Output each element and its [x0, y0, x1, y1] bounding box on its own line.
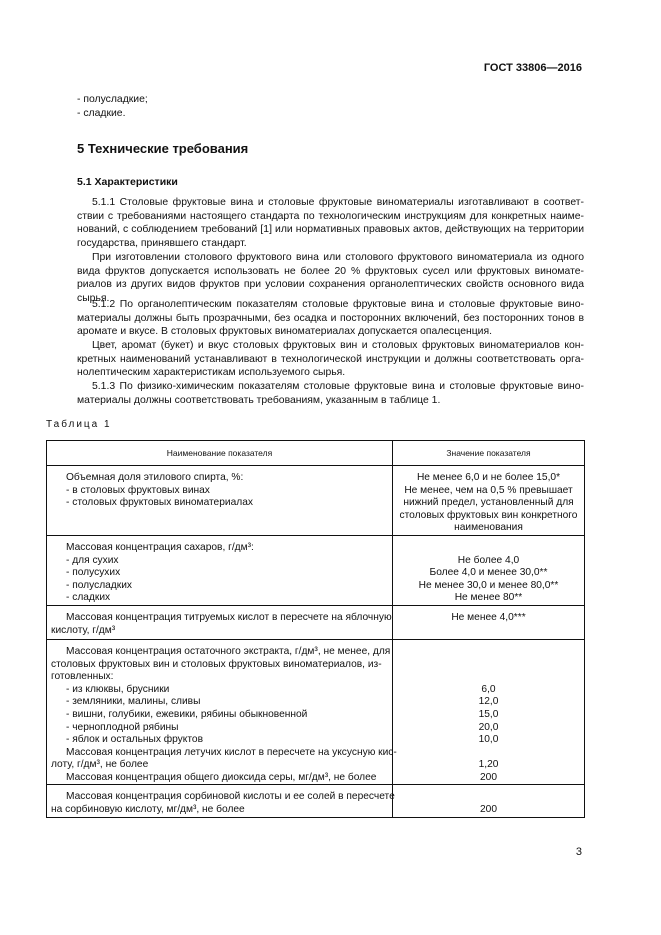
table-caption: Таблица 1 [46, 419, 112, 430]
cell-line: - черноплодной рябины [66, 721, 179, 733]
standard-number: ГОСТ 33806—2016 [483, 62, 582, 74]
text-line: сырья. [77, 292, 110, 304]
cell-line [395, 791, 582, 804]
cell-line: наименования [454, 522, 523, 534]
page-number: 3 [575, 846, 582, 858]
text-line: вида фруктов допускается использовать не более 20 % фруктовых сусел или фруктовых виномате- [77, 265, 584, 277]
table-1 [46, 440, 585, 818]
cell-line: 20,0 [478, 721, 499, 733]
cell-line: столовых фруктовых вин и столовых фруктовых виноматериалов, из- [51, 658, 382, 670]
text-line: кретных наименований устанавливают в технологической инструкции и должны соответствовать орга- [77, 353, 584, 365]
indicator-value-cell [393, 785, 585, 817]
indicator-name-cell [47, 639, 397, 785]
text-line: нований, с соблюдением требований [1] или нормативных правовых актов, действующих на территории [77, 224, 584, 236]
cell-line: Массовая концентрация летучих кислот в пересчете на уксусную кис- [66, 746, 397, 758]
cell-line: столовых фруктовых вин конкретного [399, 509, 578, 521]
cell-line: 200 [480, 771, 497, 783]
cell-line: - полусладких [66, 579, 132, 591]
column-header-name: Наименование показателя [47, 441, 393, 466]
cell-line: 10,0 [478, 734, 499, 746]
table-row [47, 605, 585, 639]
cell-line: Не менее 4,0*** [451, 611, 526, 623]
cell-line [395, 646, 582, 659]
text-line: материалы должны быть прозрачными, без осадка и посторонних включений, без посторонних тонов в [77, 312, 584, 324]
indicator-name-cell [47, 605, 393, 639]
text-line: 5.1.3 По физико-химическим показателям столовые фруктовые вина и столовые фруктовые вино- [92, 381, 584, 392]
cell-line: готовленных: [51, 671, 114, 683]
cell-line: 6,0 [481, 683, 496, 695]
column-header-value: Значение показателя [393, 441, 585, 466]
cell-line: - земляники, малины, сливы [66, 696, 201, 708]
text-line: 5.1.2 По органолептическим показателям столовые фруктовые вина и столовые фруктовые вино- [92, 299, 584, 310]
cell-line [395, 542, 582, 555]
text-line: 5.1.1 Столовые фруктовые вина и столовые фруктовые виноматериалы изготавливают в соответ- [92, 197, 584, 208]
text-line: ствии с требованиями настоящего стандарта по технологическим инструкциям для конкретных наиме- [77, 210, 584, 222]
text-line: государства, принявшего стандарт. [77, 237, 247, 249]
cell-line: - из клюквы, брусники [66, 683, 170, 695]
paragraph-5-1-1 [77, 196, 584, 250]
subsection-title: 5.1 Характеристики [77, 176, 178, 188]
text-line: аромате и вкусе. В столовых фруктовых виноматериалах допускается опалесценция. [77, 326, 492, 338]
cell-line: - в столовых фруктовых винах [66, 484, 210, 496]
cell-line: 12,0 [478, 696, 499, 708]
cell-line: - для сухих [66, 554, 119, 566]
text-line: нолептическим характеристикам используемого сырья. [77, 367, 346, 379]
indicator-value-cell [393, 639, 585, 785]
cell-line: на сорбиновую кислоту, мг/дм³, не более [51, 804, 245, 816]
cell-line: Не менее 80** [454, 592, 523, 604]
indicator-name-cell [47, 535, 393, 605]
cell-line: Объемная доля этилового спирта, %: [66, 472, 244, 483]
paragraph-5-1-2-b [77, 339, 584, 380]
cell-line [395, 671, 582, 684]
indicator-value-cell [393, 535, 585, 605]
cell-line: Не более 4,0 [457, 554, 520, 566]
cell-line: кислоту, г/дм³ [51, 624, 116, 636]
indicator-name-cell [47, 466, 393, 536]
cell-line: 15,0 [478, 708, 499, 720]
cell-line: нижний предел, установленный для [403, 497, 574, 509]
text-line: Цвет, аромат (букет) и вкус столовых фруктовых вин и столовых фруктовых виноматериалов кон- [92, 340, 584, 351]
table-row [47, 639, 585, 785]
cell-line: Не менее 30,0 и менее 80,0** [418, 579, 559, 591]
table-row [47, 535, 585, 605]
cell-line: - яблок и остальных фруктов [66, 734, 203, 746]
indicator-value-cell [393, 605, 585, 639]
list-continuation [77, 93, 148, 121]
cell-line: Не менее 6,0 и не более 15,0* [416, 472, 561, 483]
cell-line: Более 4,0 и менее 30,0** [429, 567, 548, 579]
cell-line: - столовых фруктовых виноматериалах [66, 497, 253, 509]
paragraph-5-1-3 [77, 380, 584, 407]
text-line: материалы должны соответствовать требованиям, указанным в таблице 1. [77, 394, 441, 406]
list-item: - сладкие. [77, 108, 126, 119]
text-line: риалов из других видов фруктов при условии сохранения органолептических свойств основного вида [77, 279, 584, 291]
cell-line [395, 659, 582, 672]
cell-line: - вишни, голубики, ежевики, рябины обыкновенной [66, 708, 308, 720]
cell-line: Массовая концентрация общего диоксида серы, мг/дм³, не более [66, 771, 377, 783]
cell-line: - сладких [66, 592, 111, 604]
paragraph-5-1-2 [77, 298, 584, 339]
cell-line: Массовая концентрация сахаров, г/дм³: [66, 541, 254, 553]
table-header-row [47, 441, 585, 466]
list-item: - полусладкие; [77, 94, 148, 105]
section-title: 5 Технические требования [77, 141, 249, 156]
cell-line: Массовая концентрация остаточного экстракта, г/дм³, не менее, для [66, 645, 391, 657]
cell-line [395, 747, 582, 760]
cell-line: Массовая концентрация сорбиновой кислоты и ее солей в пересчете [66, 791, 395, 803]
cell-line: лоту, г/дм³, не более [51, 759, 149, 771]
cell-line: Не менее, чем на 0,5 % превышает [404, 484, 573, 496]
text-line: При изготовлении столового фруктового вина или столового фруктового виноматериала из одного [92, 252, 584, 263]
cell-line: - полусухих [66, 567, 121, 579]
cell-line: Массовая концентрация титруемых кислот в пересчете на яблочную [66, 611, 392, 623]
cell-line: 200 [480, 804, 497, 816]
indicator-value-cell [393, 466, 585, 536]
table-row [47, 466, 585, 536]
cell-line: 1,20 [478, 759, 499, 771]
indicator-name-cell [47, 785, 393, 817]
table-row [47, 785, 585, 817]
